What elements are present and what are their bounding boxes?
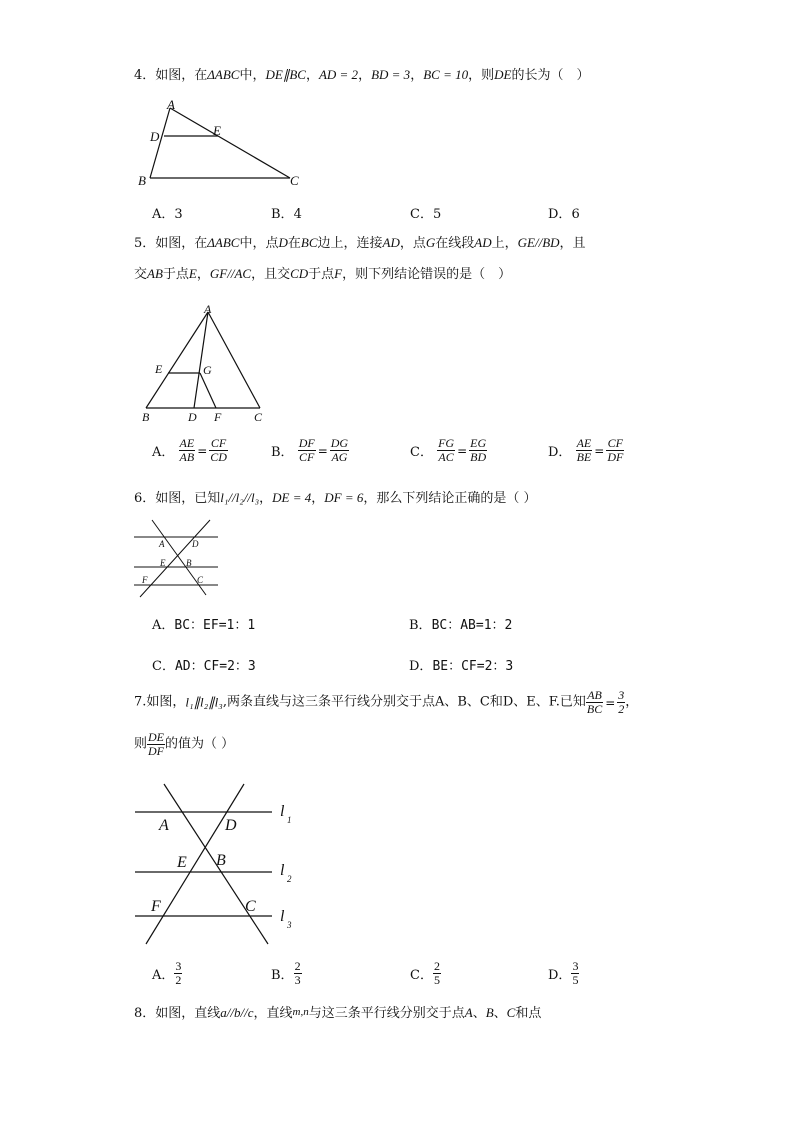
q7-stem-line1: 7.如图，l₁∥l₂∥l₃,两条直线与这三条平行线分别交于点A、B、C和D、E、F.已知 $\frac{AB}{BC}$ = $\frac{3}{2}$ ，: [134, 688, 639, 716]
q5-a-frac2: $\frac{CF}{CD}$: [210, 436, 227, 464]
q6-option-c[interactable]: C．AD：CF=2：3: [152, 659, 256, 674]
q5-label-f: F: [214, 410, 222, 424]
q7-label-a: A: [159, 817, 169, 834]
q4-option-c[interactable]: C．5: [410, 207, 442, 222]
q6-label-c: C: [197, 575, 204, 585]
q5-side-ac: [208, 312, 260, 408]
q7-figure: [130, 778, 310, 948]
q4-stem: 4．如图，在ΔABC中，DE∥BC，AD = 2，BD = 3，BC = 10，则DE的长为（ ）: [134, 67, 590, 83]
q7-stem-line2: 则 $\frac{DE}{DF}$ 的值为（ ）: [134, 730, 235, 758]
q7-label-d: D: [225, 817, 237, 834]
q4-option-d[interactable]: D．6: [548, 207, 580, 222]
q8-stem: 8．如图，直线a//b//c，直线m,n与这三条平行线分别交于点A、B、C和点: [134, 1005, 542, 1021]
q7-transversal-2: [146, 784, 244, 944]
q5-label-a: A: [204, 302, 212, 316]
q4-side-ac: [170, 108, 290, 178]
q5-label-b: B: [142, 410, 150, 424]
q7-label-l2-sub: 2: [287, 874, 292, 884]
q7-label-l1: l: [280, 803, 285, 820]
q5-d-frac2: $\frac{CF}{DF}$: [607, 436, 624, 464]
q5-stem-line2: 交AB于点E，GF//AC，且交CD于点F，则下列结论错误的是（ ）: [134, 266, 512, 282]
q7-label-l2: l: [280, 862, 285, 879]
q6-option-b[interactable]: B．BC：AB=1：2: [409, 618, 513, 633]
q5-stem-line1: 5．如图，在ΔABC中，点D在BC边上，连接AD，点G在线段AD上，GE//BD，且: [134, 235, 586, 251]
q4-option-b[interactable]: B．4: [271, 207, 302, 222]
q4-label-c: C: [290, 173, 299, 188]
q7-given-frac: $\frac{AB}{BC}$: [586, 688, 603, 716]
q7-option-d[interactable]: D． $\frac{3}{5}$: [548, 959, 579, 987]
q4-label-a: A: [167, 97, 175, 112]
q7-label-l3: l: [280, 908, 285, 925]
q7-label-f: F: [151, 898, 161, 915]
q7-label-l1-sub: 1: [287, 815, 292, 825]
q7-b-frac: $\frac{2}{3}$: [294, 959, 301, 987]
q7-target-frac: $\frac{DE}{DF}$: [148, 730, 165, 758]
q6-label-a: A: [159, 539, 165, 549]
q5-c-frac1: $\frac{FG}{AC}$: [438, 436, 455, 464]
q5-option-b[interactable]: B． $\frac{DF}{CF}$ = $\frac{DG}{AG}$: [271, 436, 349, 464]
q7-option-c[interactable]: C． $\frac{2}{5}$: [410, 959, 440, 987]
q5-figure: [138, 302, 278, 427]
q6-stem: 6．如图，已知l₁//l₂//l₃，DE = 4，DF = 6，那么下列结论正确的是（ ）: [134, 490, 537, 506]
q5-label-d: D: [188, 410, 197, 424]
q7-option-b[interactable]: B． $\frac{2}{3}$: [271, 959, 301, 987]
q7-label-e: E: [177, 854, 187, 871]
q7-d-frac: $\frac{3}{5}$: [572, 959, 579, 987]
q5-label-c: C: [254, 410, 263, 424]
q6-figure: [130, 515, 230, 600]
q6-option-a[interactable]: A．BC：EF=1：1: [152, 618, 256, 633]
q5-option-a[interactable]: A． $\frac{AE}{AB}$ = $\frac{CF}{CD}$: [152, 436, 227, 464]
q4-label-e: E: [213, 123, 221, 138]
q7-label-b: B: [216, 852, 226, 869]
q6-label-d: D: [192, 539, 199, 549]
q4-option-a[interactable]: A．3: [152, 207, 183, 222]
q5-b-frac1: $\frac{DF}{CF}$: [298, 436, 315, 464]
q5-a-frac1: $\frac{AE}{AB}$: [179, 436, 195, 464]
q5-segment-gf: [200, 373, 216, 408]
q7-label-l3-sub: 3: [287, 920, 292, 930]
q7-a-frac: $\frac{3}{2}$: [175, 959, 182, 987]
q5-b-frac2: $\frac{DG}{AG}$: [330, 436, 349, 464]
q5-option-d[interactable]: D． $\frac{AE}{BE}$ = $\frac{CF}{DF}$: [548, 436, 624, 464]
q5-side-ab: [146, 312, 208, 408]
q7-label-c: C: [245, 898, 256, 915]
q7-given-value: $\frac{3}{2}$: [618, 688, 625, 716]
q7-c-frac: $\frac{2}{5}$: [433, 959, 440, 987]
q6-label-f: F: [142, 575, 148, 585]
q5-label-e: E: [155, 362, 163, 376]
q4-figure: [130, 95, 310, 188]
q5-label-g: G: [203, 363, 212, 377]
q5-segment-ad: [194, 312, 208, 408]
q6-label-b: B: [186, 558, 192, 568]
q6-option-d[interactable]: D．BE：CF=2：3: [409, 659, 514, 674]
q6-label-e: E: [160, 558, 166, 568]
q4-label-d: D: [150, 129, 160, 144]
q5-c-frac2: $\frac{EG}{BD}$: [470, 436, 487, 464]
q5-option-c[interactable]: C． $\frac{FG}{AC}$ = $\frac{EG}{BD}$: [410, 436, 487, 464]
q7-option-a[interactable]: A． $\frac{3}{2}$: [152, 959, 182, 987]
q5-d-frac1: $\frac{AE}{BE}$: [576, 436, 592, 464]
q4-label-b: B: [138, 173, 146, 188]
